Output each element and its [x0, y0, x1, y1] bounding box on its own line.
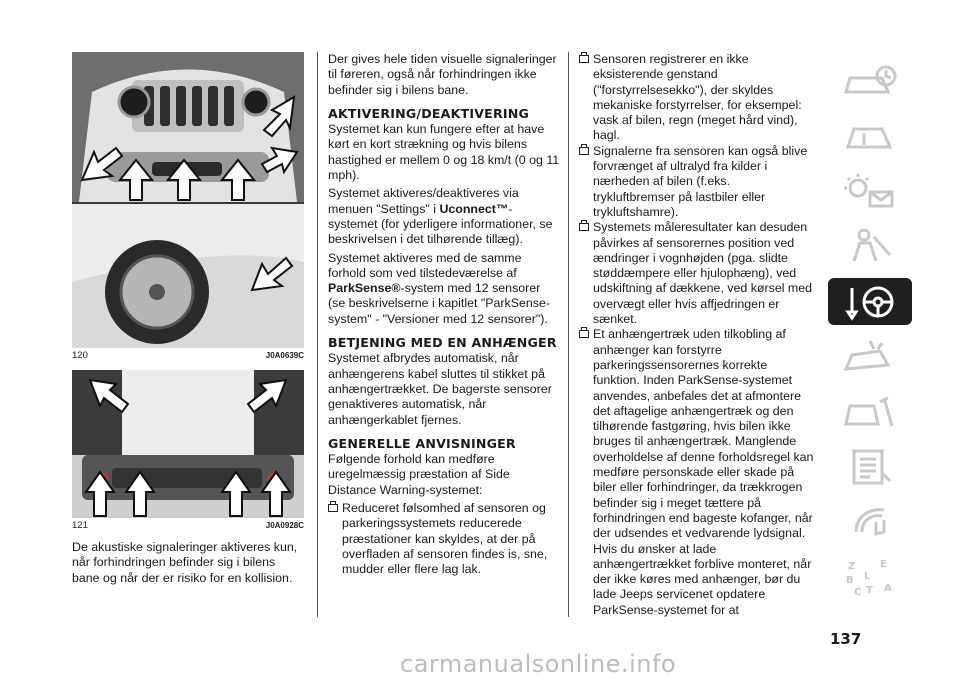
alphabet-index-icon — [840, 557, 900, 597]
figure-front-car-sensors — [72, 52, 304, 348]
sidebar-tab-maintenance[interactable] — [828, 388, 912, 435]
paragraph-trailer: Systemet afbrydes automatisk, når anhængerens kabel sluttes til stikket på anhængertrækket. De bagerste sensorer genaktiveres automatisk, når anhængerkablet fjernes. — [328, 351, 552, 427]
index-letter: L — [864, 570, 871, 582]
brand-parksense: ParkSense® — [328, 281, 401, 296]
figure-code: J0A0639C — [265, 351, 304, 360]
car-rear-image — [72, 370, 304, 518]
sidebar-tab-emergency[interactable] — [828, 333, 912, 380]
bullet-item: Signalerne fra sensoren kan også blive forvrænget af ultralyd fra kilder i nærheden af bilen (f.eks. trykluftbremser på lastbiler eller trykluftshamre). — [579, 144, 815, 220]
column-divider — [317, 52, 318, 617]
dashboard-car-icon — [840, 62, 900, 102]
paragraph-speed-condition: Systemet kan kun fungere efter at have kørt en kort strækning og hvis bilens hastighed er mellem 0 og 18 km/t (0 og 11 mph). — [328, 122, 560, 183]
sidebar-tab-specifications[interactable] — [828, 443, 912, 490]
bullet-item: Systemets måleresultater kan desuden påvirkes af sensorernes position ved ændringer i vognhøjden (pga. slidte støddæmpere eller hjulophæng), ved udskiftning af dækkene, ved kørsel med overvægt eller hvis affjedringen er sænket. — [579, 220, 815, 327]
figure-caption-120 — [72, 348, 304, 364]
acoustic-signal-paragraph: De akustiske signaleringer aktiveres kun, når forhindringen befinder sig i bilens bane og når der er risiko for en kollision. — [72, 540, 298, 585]
bullet-item: Sensoren registrerer en ikke eksisterende genstand ("forstyrrelsesekko"), der skyldes mekaniske forstyrrelser, for eksempel: vask af bilen, regn (meget hård vind), hagl. — [579, 52, 815, 144]
figure-number: 121 — [72, 520, 88, 531]
airbag-seat-icon — [840, 227, 900, 267]
sidebar-tab-multimedia[interactable] — [828, 498, 912, 545]
multimedia-icon — [840, 502, 900, 542]
wrench-car-icon — [840, 392, 900, 432]
column-3 — [579, 52, 815, 618]
index-letter: Z — [848, 560, 856, 572]
index-letter: C — [854, 586, 862, 597]
figure-code: J0A0928C — [265, 521, 304, 530]
car-front-image — [72, 52, 304, 348]
steering-wheel-key-icon — [840, 282, 900, 322]
paragraph-settings-menu: Systemet aktiveres/deaktiveres via menuen "Settings" i Uconnect™-systemet (for yderligere informationer, se beskrivelsen i det tilhørende tillæg). — [328, 186, 553, 247]
sidebar-tab-index[interactable] — [828, 553, 912, 600]
index-letter: E — [880, 558, 887, 570]
bullet-item: Et anhængertræk uden tilkobling af anhænger kan forstyrre parkeringssensorernes korrekte funktion. Inden ParkSense-systemet anvendes, anbefales det at afmontere det aftagelige anhængertræk og den tilhørende fastgøring, hvis bilen ikke bruges til anhængertræk. Manglende overholdelse af denne forholdsregel kan medføre personskade eller skade på biler eller forhindringer, da trækkrogen befinder sig i meget tættere på forhindringen end bageste kofanger, når der udsendes et vedvarende lydsignal. Hvis du ønsker at lade anhængertrækket forblive monteret, når der ikke køres med anhænger, bør du lade Jeeps servicenet opdatere ParkSense-systemet for at — [579, 327, 815, 618]
heading-trailer: BETJENING MED EN ANHÆNGER — [328, 335, 557, 351]
page-number: 137 — [830, 630, 862, 648]
bullet-icon — [579, 330, 589, 338]
sidebar-tab-warnings[interactable] — [828, 168, 912, 215]
column-divider — [568, 52, 569, 617]
chapter-sidebar — [828, 58, 912, 608]
specs-list-icon — [840, 447, 900, 487]
figure-caption-121 — [72, 518, 304, 534]
column-2 — [328, 52, 560, 578]
paragraph-parksense: Systemet aktiveres med de samme forhold som ved tilstedeværelse af ParkSense®-system med 12 sensorer (se beskrivelserne i kapitlet "ParkSense-system" - "Versioner med 12 sensorer"). — [328, 250, 551, 326]
index-letter: T — [866, 584, 873, 596]
sidebar-tab-driving[interactable] — [828, 278, 912, 325]
figure-number: 120 — [72, 350, 88, 361]
car-crash-icon — [840, 337, 900, 377]
bullet-icon — [579, 147, 589, 155]
car-icon — [840, 117, 900, 157]
index-letter: A — [884, 582, 892, 594]
sidebar-tab-safety[interactable] — [828, 223, 912, 270]
bullet-item: Reduceret følsomhed af sensoren og parkeringssystemets reducerede præstationer kan skyldes, at der på overfladen af sensoren findes is, sne, mudder eller flere lag lak. — [328, 501, 560, 577]
watermark: carmanualsonline.info — [400, 650, 677, 678]
intro-paragraph: Der gives hele tiden visuelle signaleringer til føreren, også når forhindringen ikke befinder sig i bilens bane. — [328, 52, 557, 97]
warning-light-icon — [840, 172, 900, 212]
paragraph-general: Følgende forhold kan medføre uregelmæssig præstation af Side Distance Warning-systemet: — [328, 452, 510, 497]
brand-uconnect: Uconnect™ — [439, 201, 509, 216]
bullet-icon — [579, 55, 589, 63]
sidebar-tab-car[interactable] — [828, 113, 912, 160]
figure-rear-car-sensors — [72, 370, 304, 518]
column-1 — [72, 52, 304, 589]
heading-general: GENERELLE ANVISNINGER — [328, 435, 516, 451]
bullet-icon — [328, 504, 338, 512]
heading-activation: AKTIVERING/DEAKTIVERING — [328, 105, 530, 121]
index-letter: B — [846, 574, 854, 586]
sidebar-tab-dashboard[interactable] — [828, 58, 912, 105]
bullet-icon — [579, 223, 589, 231]
